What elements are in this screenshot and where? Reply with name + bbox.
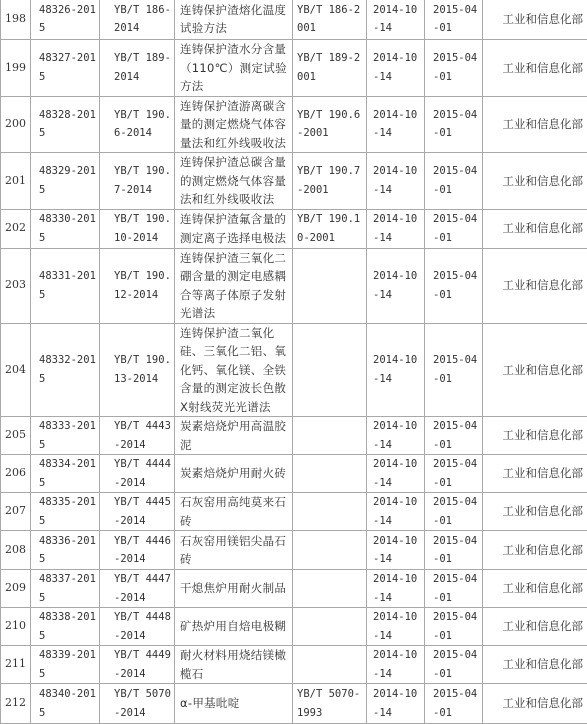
publish-date-cell: 2014-10-14 (367, 323, 425, 417)
standard-name-cell: 炭素焙烧炉用高温胶泥 (175, 417, 293, 455)
row-number-cell: 206 (1, 455, 31, 493)
effective-date-cell: 2015-04-01 (425, 417, 483, 455)
standard-number-cell: YB/T 4448-2014 (100, 608, 175, 646)
publish-date-cell: 2014-10-14 (367, 684, 425, 724)
replaced-standard-cell: YB/T 190.10-2001 (293, 209, 367, 248)
filing-number-cell: 48329-2015 (31, 153, 100, 210)
standard-number-cell: YB/T 5070-2014 (100, 684, 175, 724)
issuing-authority-cell: 工业和信息化部 (483, 323, 587, 417)
effective-date-cell: 2015-04-01 (425, 323, 483, 417)
table-row (1, 684, 587, 724)
filing-number-cell: 48337-2015 (31, 570, 100, 608)
publish-date-cell: 2014-10-14 (367, 0, 425, 40)
table-row (1, 417, 587, 455)
filing-number-cell: 48334-2015 (31, 455, 100, 493)
standard-name-cell: 连铸保护渣水分含量（110℃）测定试验方法 (175, 40, 293, 97)
standard-number-cell: YB/T 190.12-2014 (100, 248, 175, 323)
issuing-authority-cell: 工业和信息化部 (483, 96, 587, 153)
standard-number-cell: YB/T 186-2014 (100, 0, 175, 40)
effective-date-cell: 2015-04-01 (425, 96, 483, 153)
replaced-standard-cell: YB/T 186-2001 (293, 0, 367, 40)
issuing-authority-cell: 工业和信息化部 (483, 531, 587, 570)
publish-date-cell: 2014-10-14 (367, 248, 425, 323)
standard-name-cell: 连铸保护渣游离碳含量的测定燃烧气体容量法和红外线吸收法 (175, 96, 293, 153)
table-row (1, 608, 587, 646)
issuing-authority-cell: 工业和信息化部 (483, 684, 587, 724)
effective-date-cell: 2015-04-01 (425, 153, 483, 210)
issuing-authority-cell: 工业和信息化部 (483, 0, 587, 40)
row-number-cell: 203 (1, 248, 31, 323)
table-row (1, 153, 587, 210)
row-number-cell: 210 (1, 608, 31, 646)
table-row (1, 570, 587, 608)
issuing-authority-cell: 工业和信息化部 (483, 570, 587, 608)
standard-name-cell: 石灰窑用镁铝尖晶石砖 (175, 531, 293, 570)
filing-number-cell: 48330-2015 (31, 209, 100, 248)
effective-date-cell: 2015-04-01 (425, 40, 483, 97)
standard-number-cell: YB/T 190.6-2014 (100, 96, 175, 153)
standard-number-cell: YB/T 189-2014 (100, 40, 175, 97)
table-row (1, 493, 587, 531)
effective-date-cell: 2015-04-01 (425, 209, 483, 248)
table-row (1, 248, 587, 323)
row-number-cell: 211 (1, 646, 31, 684)
filing-number-cell: 48339-2015 (31, 646, 100, 684)
issuing-authority-cell: 工业和信息化部 (483, 248, 587, 323)
standard-name-cell: 连铸保护渣熔化温度试验方法 (175, 0, 293, 40)
publish-date-cell: 2014-10-14 (367, 608, 425, 646)
row-number-cell: 204 (1, 323, 31, 417)
replaced-standard-cell (293, 608, 367, 646)
row-number-cell: 202 (1, 209, 31, 248)
publish-date-cell: 2014-10-14 (367, 531, 425, 570)
table-row (1, 323, 587, 417)
standard-name-cell: α-甲基吡啶 (175, 684, 293, 724)
row-number-cell: 209 (1, 570, 31, 608)
replaced-standard-cell (293, 646, 367, 684)
filing-number-cell: 48332-2015 (31, 323, 100, 417)
publish-date-cell: 2014-10-14 (367, 40, 425, 97)
effective-date-cell: 2015-04-01 (425, 531, 483, 570)
replaced-standard-cell (293, 455, 367, 493)
row-number-cell: 205 (1, 417, 31, 455)
issuing-authority-cell: 工业和信息化部 (483, 608, 587, 646)
publish-date-cell: 2014-10-14 (367, 455, 425, 493)
filing-number-cell: 48340-2015 (31, 684, 100, 724)
issuing-authority-cell: 工业和信息化部 (483, 153, 587, 210)
publish-date-cell: 2014-10-14 (367, 96, 425, 153)
row-number-cell: 212 (1, 684, 31, 724)
effective-date-cell: 2015-04-01 (425, 684, 483, 724)
publish-date-cell: 2014-10-14 (367, 646, 425, 684)
publish-date-cell: 2014-10-14 (367, 153, 425, 210)
publish-date-cell: 2014-10-14 (367, 493, 425, 531)
replaced-standard-cell (293, 248, 367, 323)
replaced-standard-cell (293, 493, 367, 531)
issuing-authority-cell: 工业和信息化部 (483, 40, 587, 97)
publish-date-cell: 2014-10-14 (367, 209, 425, 248)
standard-number-cell: YB/T 190.10-2014 (100, 209, 175, 248)
standard-name-cell: 矿热炉用自焙电极糊 (175, 608, 293, 646)
table-row (1, 455, 587, 493)
replaced-standard-cell: YB/T 190.7-2001 (293, 153, 367, 210)
row-number-cell: 200 (1, 96, 31, 153)
filing-number-cell: 48331-2015 (31, 248, 100, 323)
replaced-standard-cell (293, 570, 367, 608)
replaced-standard-cell (293, 323, 367, 417)
table-row (1, 209, 587, 248)
table-row (1, 646, 587, 684)
standard-number-cell: YB/T 4444-2014 (100, 455, 175, 493)
filing-number-cell: 48336-2015 (31, 531, 100, 570)
standard-name-cell: 连铸保护渣三氧化二硼含量的测定电感耦合等离子体原子发射光谱法 (175, 248, 293, 323)
issuing-authority-cell: 工业和信息化部 (483, 417, 587, 455)
publish-date-cell: 2014-10-14 (367, 570, 425, 608)
standard-number-cell: YB/T 4449-2014 (100, 646, 175, 684)
issuing-authority-cell: 工业和信息化部 (483, 646, 587, 684)
filing-number-cell: 48333-2015 (31, 417, 100, 455)
standard-name-cell: 连铸保护渣总碳含量的测定燃烧气体容量法和红外线吸收法 (175, 153, 293, 210)
filing-number-cell: 48338-2015 (31, 608, 100, 646)
standard-name-cell: 炭素焙烧炉用耐火砖 (175, 455, 293, 493)
effective-date-cell: 2015-04-01 (425, 493, 483, 531)
publish-date-cell: 2014-10-14 (367, 417, 425, 455)
standard-number-cell: YB/T 190.13-2014 (100, 323, 175, 417)
replaced-standard-cell (293, 417, 367, 455)
standard-name-cell: 连铸保护渣二氧化硅、三氧化二铝、氧化钙、氧化镁、全铁含量的测定波长色散X射线荧光光谱法 (175, 323, 293, 417)
filing-number-cell: 48335-2015 (31, 493, 100, 531)
replaced-standard-cell: YB/T 189-2001 (293, 40, 367, 97)
filing-number-cell: 48327-2015 (31, 40, 100, 97)
standard-name-cell: 耐火材料用烧结镁橄榄石 (175, 646, 293, 684)
effective-date-cell: 2015-04-01 (425, 608, 483, 646)
replaced-standard-cell: YB/T 190.6-2001 (293, 96, 367, 153)
issuing-authority-cell: 工业和信息化部 (483, 209, 587, 248)
row-number-cell: 201 (1, 153, 31, 210)
standard-number-cell: YB/T 190.7-2014 (100, 153, 175, 210)
table-row (1, 0, 587, 40)
row-number-cell: 198 (1, 0, 31, 40)
standard-name-cell: 连铸保护渣氟含量的测定离子选择电极法 (175, 209, 293, 248)
table-row (1, 96, 587, 153)
row-number-cell: 207 (1, 493, 31, 531)
issuing-authority-cell: 工业和信息化部 (483, 493, 587, 531)
replaced-standard-cell: YB/T 5070-1993 (293, 684, 367, 724)
filing-number-cell: 48328-2015 (31, 96, 100, 153)
standard-number-cell: YB/T 4445-2014 (100, 493, 175, 531)
effective-date-cell: 2015-04-01 (425, 248, 483, 323)
issuing-authority-cell: 工业和信息化部 (483, 455, 587, 493)
replaced-standard-cell (293, 531, 367, 570)
effective-date-cell: 2015-04-01 (425, 0, 483, 40)
filing-number-cell: 48326-2015 (31, 0, 100, 40)
row-number-cell: 208 (1, 531, 31, 570)
standard-name-cell: 石灰窑用高纯莫来石砖 (175, 493, 293, 531)
effective-date-cell: 2015-04-01 (425, 455, 483, 493)
table-row (1, 40, 587, 97)
standard-number-cell: YB/T 4446-2014 (100, 531, 175, 570)
effective-date-cell: 2015-04-01 (425, 570, 483, 608)
standard-number-cell: YB/T 4443-2014 (100, 417, 175, 455)
effective-date-cell: 2015-04-01 (425, 646, 483, 684)
standard-name-cell: 干熄焦炉用耐火制品 (175, 570, 293, 608)
table-row (1, 531, 587, 570)
row-number-cell: 199 (1, 40, 31, 97)
standard-number-cell: YB/T 4447-2014 (100, 570, 175, 608)
